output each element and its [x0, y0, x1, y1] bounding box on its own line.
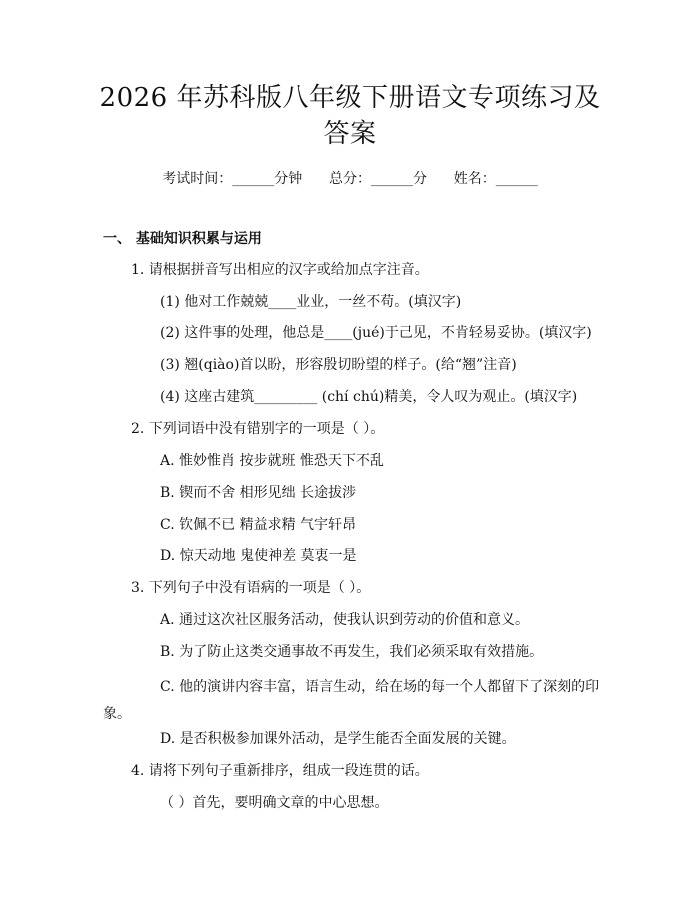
question-1-item: (4) 这座古建筑_________ (chí chú)精美，令人叹为观止。(填汉字)	[160, 389, 578, 405]
question-1-stem: 1. 请根据拼音写出相应的汉字或给加点字注音。	[131, 262, 429, 278]
question-3-stem: 3. 下列句子中没有语病的一项是（ ）。	[131, 580, 371, 596]
question-3-option: C. 他的演讲内容丰富，语言生动，给在场的每一个人都留下了深刻的印象。	[103, 679, 600, 722]
question-1-item: (2) 这件事的处理，他总是____(jué)于己见，不肯轻易妥协。(填汉字)	[160, 325, 592, 341]
document-title: 2026 年苏科版八年级下册语文专项练习及答案	[99, 83, 601, 149]
question-2-stem: 2. 下列词语中没有错别字的一项是（ ）。	[131, 421, 385, 437]
section-heading: 一、 基础知识积累与运用	[103, 231, 262, 247]
question-2-option: C. 钦佩不已 精益求精 气宇轩昂	[160, 517, 357, 533]
question-3-option: A. 通过这次社区服务活动，使我认识到劳动的价值和意义。	[160, 612, 530, 628]
question-2-option: A. 惟妙惟肖 按步就班 惟恐天下不乱	[160, 453, 384, 469]
exam-info-line: 考试时间：______分钟 总分：______分 姓名：______	[162, 171, 538, 187]
question-3-option: B. 为了防止这类交通事故不再发生，我们必须采取有效措施。	[160, 644, 544, 660]
question-4-stem: 4. 请将下列句子重新排序，组成一段连贯的话。	[131, 763, 429, 779]
question-4-item: （ ）首先，要明确文章的中心思想。	[160, 795, 389, 811]
question-3-option: D. 是否积极参加课外活动，是学生能否全面发展的关键。	[160, 731, 516, 747]
question-2-option: D. 惊天动地 鬼使神差 莫衷一是	[160, 548, 357, 564]
question-1-item: (1) 他对工作兢兢____业业，一丝不苟。(填汉字)	[160, 294, 462, 310]
question-1-item: (3) 翘(qiào)首以盼，形容殷切盼望的样子。(给“翘”注音)	[160, 357, 517, 373]
question-2-option: B. 锲而不舍 相形见绌 长途拔涉	[160, 485, 357, 501]
